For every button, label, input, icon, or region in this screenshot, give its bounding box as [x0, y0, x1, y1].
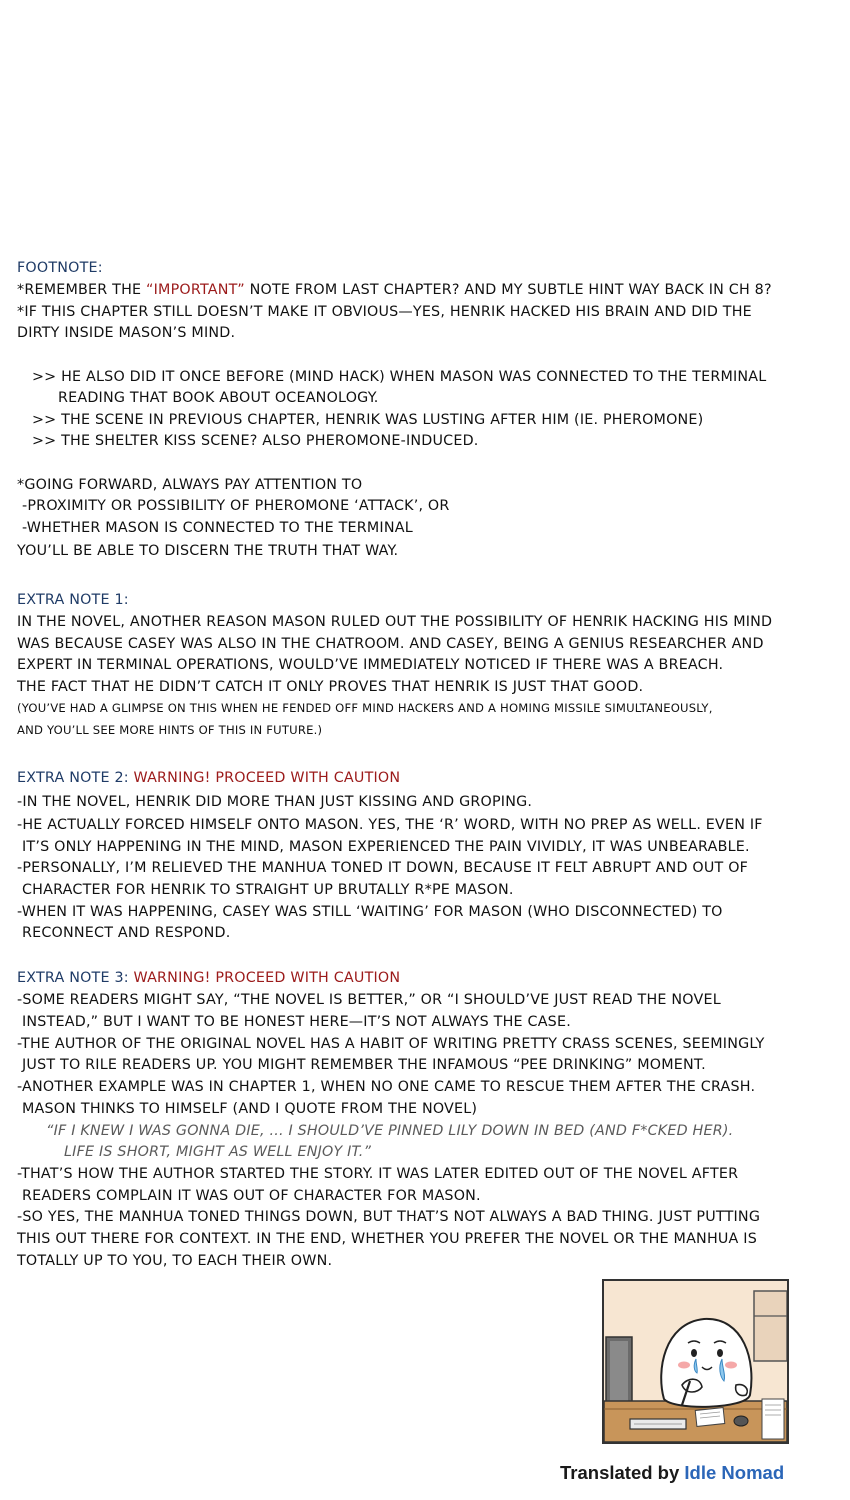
extra-note-3-line: MASON THINKS TO HIMSELF (AND I QUOTE FROM THE NOVEL)	[22, 1101, 478, 1117]
footnote-bullet: READING THAT BOOK ABOUT OCEANOLOGY.	[58, 390, 379, 406]
extra-note-3-line: -THAT’S HOW THE AUTHOR STARTED THE STORY. IT WAS LATER EDITED OUT OF THE NOVEL AFTER	[17, 1166, 739, 1182]
translator-credit	[560, 1461, 835, 1485]
extra-note-1-line: EXPERT IN TERMINAL OPERATIONS, WOULD’VE IMMEDIATELY NOTICED IF THERE WAS A BREACH.	[17, 657, 724, 673]
footnote-line: -WHETHER MASON IS CONNECTED TO THE TERMINAL	[22, 520, 413, 536]
text-span: *REMEMBER THE	[17, 282, 147, 298]
extra-note-2-line: -IN THE NOVEL, HENRIK DID MORE THAN JUST KISSING AND GROPING.	[17, 794, 533, 810]
footnote-line: DIRTY INSIDE MASON’S MIND.	[17, 325, 236, 341]
extra-note-1-line: WAS BECAUSE CASEY WAS ALSO IN THE CHATROOM. AND CASEY, BEING A GENIUS RESEARCHER AND	[17, 636, 764, 652]
extra-note-3-line: -ANOTHER EXAMPLE WAS IN CHAPTER 1, WHEN NO ONE CAME TO RESCUE THEM AFTER THE CRASH.	[17, 1079, 756, 1095]
extra-note-2-line: RECONNECT AND RESPOND.	[22, 925, 231, 941]
novel-quote: “IF I KNEW I WAS GONNA DIE, ... I SHOULD’VE PINNED LILY DOWN IN BED (AND F*CKED HER).	[46, 1123, 734, 1139]
warning-label: WARNING! PROCEED WITH CAUTION	[133, 970, 401, 986]
heading-label: EXTRA NOTE 2:	[17, 770, 134, 786]
extra-note-2-line: -WHEN IT WAS HAPPENING, CASEY WAS STILL ‘WAITING’ FOR MASON (WHO DISCONNECTED) TO	[17, 904, 723, 920]
extra-note-3-line: JUST TO RILE READERS UP. YOU MIGHT REMEMBER THE INFAMOUS “PEE DRINKING” MOMENT.	[22, 1057, 706, 1073]
footnote-line: -PROXIMITY OR POSSIBILITY OF PHEROMONE ‘ATTACK’, OR	[22, 498, 450, 514]
footnote-bullet: >> THE SHELTER KISS SCENE? ALSO PHEROMONE-INDUCED.	[32, 433, 479, 449]
mascot-at-desk-icon	[604, 1281, 787, 1442]
extra-note-1-line: IN THE NOVEL, ANOTHER REASON MASON RULED OUT THE POSSIBILITY OF HENRIK HACKING HIS MIND	[17, 614, 773, 630]
footnote-bullet: >> THE SCENE IN PREVIOUS CHAPTER, HENRIK WAS LUSTING AFTER HIM (IE. PHEROMONE)	[32, 412, 704, 428]
footnote-line: *IF THIS CHAPTER STILL DOESN’T MAKE IT OBVIOUS—YES, HENRIK HACKED HIS BRAIN AND DID THE	[17, 304, 752, 320]
footnote-line	[17, 280, 772, 300]
extra-note-3-line: THIS OUT THERE FOR CONTEXT. IN THE END, WHETHER YOU PREFER THE NOVEL OR THE MANHUA IS	[17, 1231, 757, 1247]
warning-label: WARNING! PROCEED WITH CAUTION	[133, 770, 401, 786]
extra-note-1-aside: (YOU’VE HAD A GLIMPSE ON THIS WHEN HE FENDED OFF MIND HACKERS AND A HOMING MISSILE SIMULTANEOUSLY,	[17, 701, 713, 715]
extra-note-2-line: -HE ACTUALLY FORCED HIMSELF ONTO MASON. YES, THE ‘R’ WORD, WITH NO PREP AS WELL. EVEN IF	[17, 817, 763, 833]
translator-brand: Idle Nomad	[684, 1462, 785, 1483]
credit-prefix: Translated by	[560, 1462, 685, 1483]
extra-note-3-line: TOTALLY UP TO YOU, TO EACH THEIR OWN.	[17, 1253, 333, 1269]
extra-note-2-heading	[17, 768, 400, 788]
extra-note-3-line: READERS COMPLAIN IT WAS OUT OF CHARACTER FOR MASON.	[22, 1188, 481, 1204]
footnote-line: *GOING FORWARD, ALWAYS PAY ATTENTION TO	[17, 477, 363, 493]
extra-note-1-line: THE FACT THAT HE DIDN’T CATCH IT ONLY PROVES THAT HENRIK IS JUST THAT GOOD.	[17, 679, 644, 695]
extra-note-3-heading	[17, 968, 400, 988]
extra-note-2-line: CHARACTER FOR HENRIK TO STRAIGHT UP BRUTALLY R*PE MASON.	[22, 882, 514, 898]
important-highlight: “IMPORTANT”	[146, 282, 245, 298]
extra-note-2-line: -PERSONALLY, I’M RELIEVED THE MANHUA TONED IT DOWN, BECAUSE IT FELT ABRUPT AND OUT OF	[17, 860, 749, 876]
extra-note-3-line: -THE AUTHOR OF THE ORIGINAL NOVEL HAS A HABIT OF WRITING PRETTY CRASS SCENES, SEEMINGLY	[17, 1036, 765, 1052]
crying-mascot-illustration	[602, 1279, 789, 1444]
extra-note-1-aside: AND YOU’LL SEE MORE HINTS OF THIS IN FUTURE.)	[17, 723, 323, 737]
footnote-heading: FOOTNOTE:	[17, 260, 103, 276]
extra-note-2-line: IT’S ONLY HAPPENING IN THE MIND, MASON EXPERIENCED THE PAIN VIVIDLY, IT WAS UNBEARABLE.	[22, 839, 750, 855]
text-span: NOTE FROM LAST CHAPTER? AND MY SUBTLE HINT WAY BACK IN CH 8?	[244, 282, 772, 298]
footnote-line: YOU’LL BE ABLE TO DISCERN THE TRUTH THAT WAY.	[17, 543, 399, 559]
extra-note-3-line: -SOME READERS MIGHT SAY, “THE NOVEL IS BETTER,” OR “I SHOULD’VE JUST READ THE NOVEL	[17, 992, 721, 1008]
extra-note-3-line: INSTEAD,” BUT I WANT TO BE HONEST HERE—IT’S NOT ALWAYS THE CASE.	[22, 1014, 571, 1030]
extra-note-1-heading: EXTRA NOTE 1:	[17, 592, 129, 608]
novel-quote: LIFE IS SHORT, MIGHT AS WELL ENJOY IT.”	[64, 1144, 372, 1160]
heading-label: EXTRA NOTE 3:	[17, 970, 134, 986]
extra-note-3-line: -SO YES, THE MANHUA TONED THINGS DOWN, BUT THAT’S NOT ALWAYS A BAD THING. JUST PUTTING	[17, 1209, 761, 1225]
footnote-bullet: >> HE ALSO DID IT ONCE BEFORE (MIND HACK) WHEN MASON WAS CONNECTED TO THE TERMINAL	[32, 369, 767, 385]
